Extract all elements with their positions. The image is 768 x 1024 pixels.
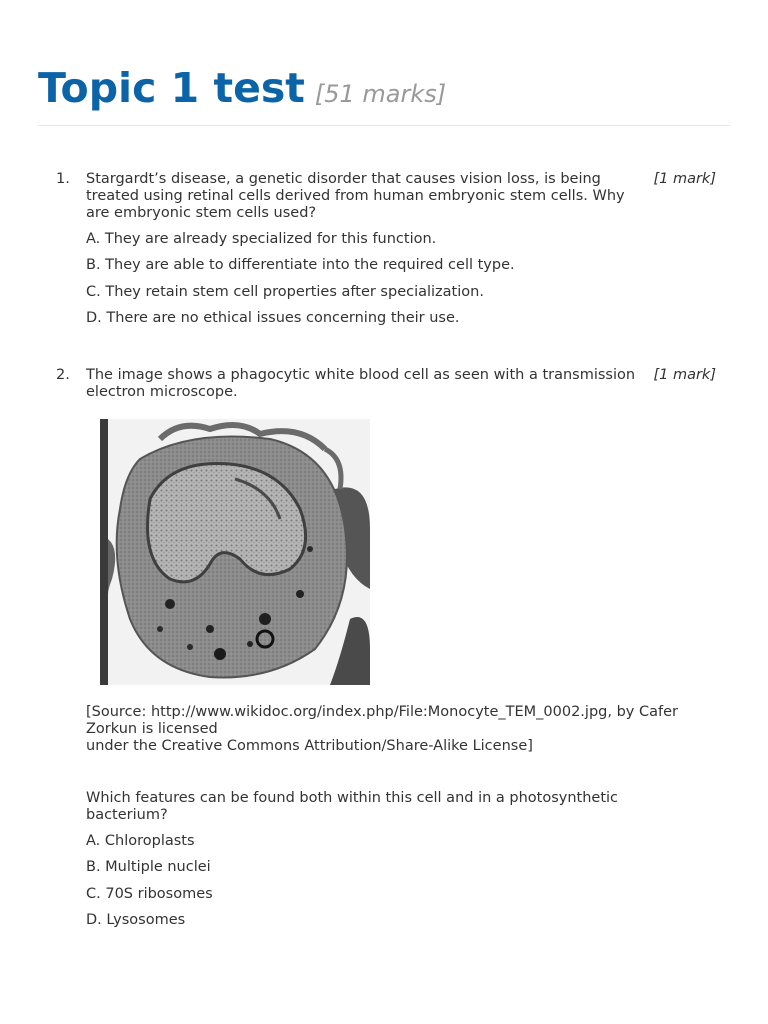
source-line-2: under the Creative Commons Attribution/Share-Alike License] [86, 738, 533, 754]
monocyte-tem-micrograph-icon [100, 419, 370, 685]
page-header [38, 62, 730, 126]
answer-options [86, 230, 716, 335]
option-a: A. Chloroplasts [86, 833, 195, 849]
question-2 [56, 367, 716, 937]
option-c: C. They retain stem cell properties after specialization. [86, 283, 484, 300]
question-marks: [1 mark] [653, 171, 716, 187]
page-title: Topic 1 test [38, 64, 305, 112]
total-marks: [51 marks] [314, 80, 447, 108]
answer-options [86, 832, 716, 937]
option-c: C. 70S ribosomes [86, 885, 213, 902]
question-number: 1. [56, 171, 70, 187]
option-d: D. Lysosomes [86, 911, 186, 928]
image-source-citation [86, 704, 726, 755]
question-followup-text: Which features can be found both within this cell and in a photosynthetic bacterium? [86, 790, 619, 823]
source-line-1: [Source: http://www.wikidoc.org/index.php/File:Monocyte_TEM_0002.jpg, by Cafer Zorkun is licensed [86, 704, 678, 737]
option-b: B. They are able to differentiate into the required cell type. [86, 257, 515, 274]
question-marks: [1 mark] [653, 367, 716, 383]
question-text: The image shows a phagocytic white blood cell as seen with a transmission electron microscope. [86, 367, 636, 400]
question-1 [56, 171, 716, 335]
question-number: 2. [56, 367, 70, 383]
monocyte-tem-image [100, 419, 370, 685]
question-text: Stargardt’s disease, a genetic disorder that causes vision loss, is being treated using retinal cells derived from human embryonic stem cells. Why are embryonic stem cells used? [86, 171, 625, 221]
option-a: A. They are already specialized for this function. [86, 231, 437, 247]
option-d: D. There are no ethical issues concerning their use. [86, 309, 460, 326]
option-b: B. Multiple nuclei [86, 859, 211, 876]
